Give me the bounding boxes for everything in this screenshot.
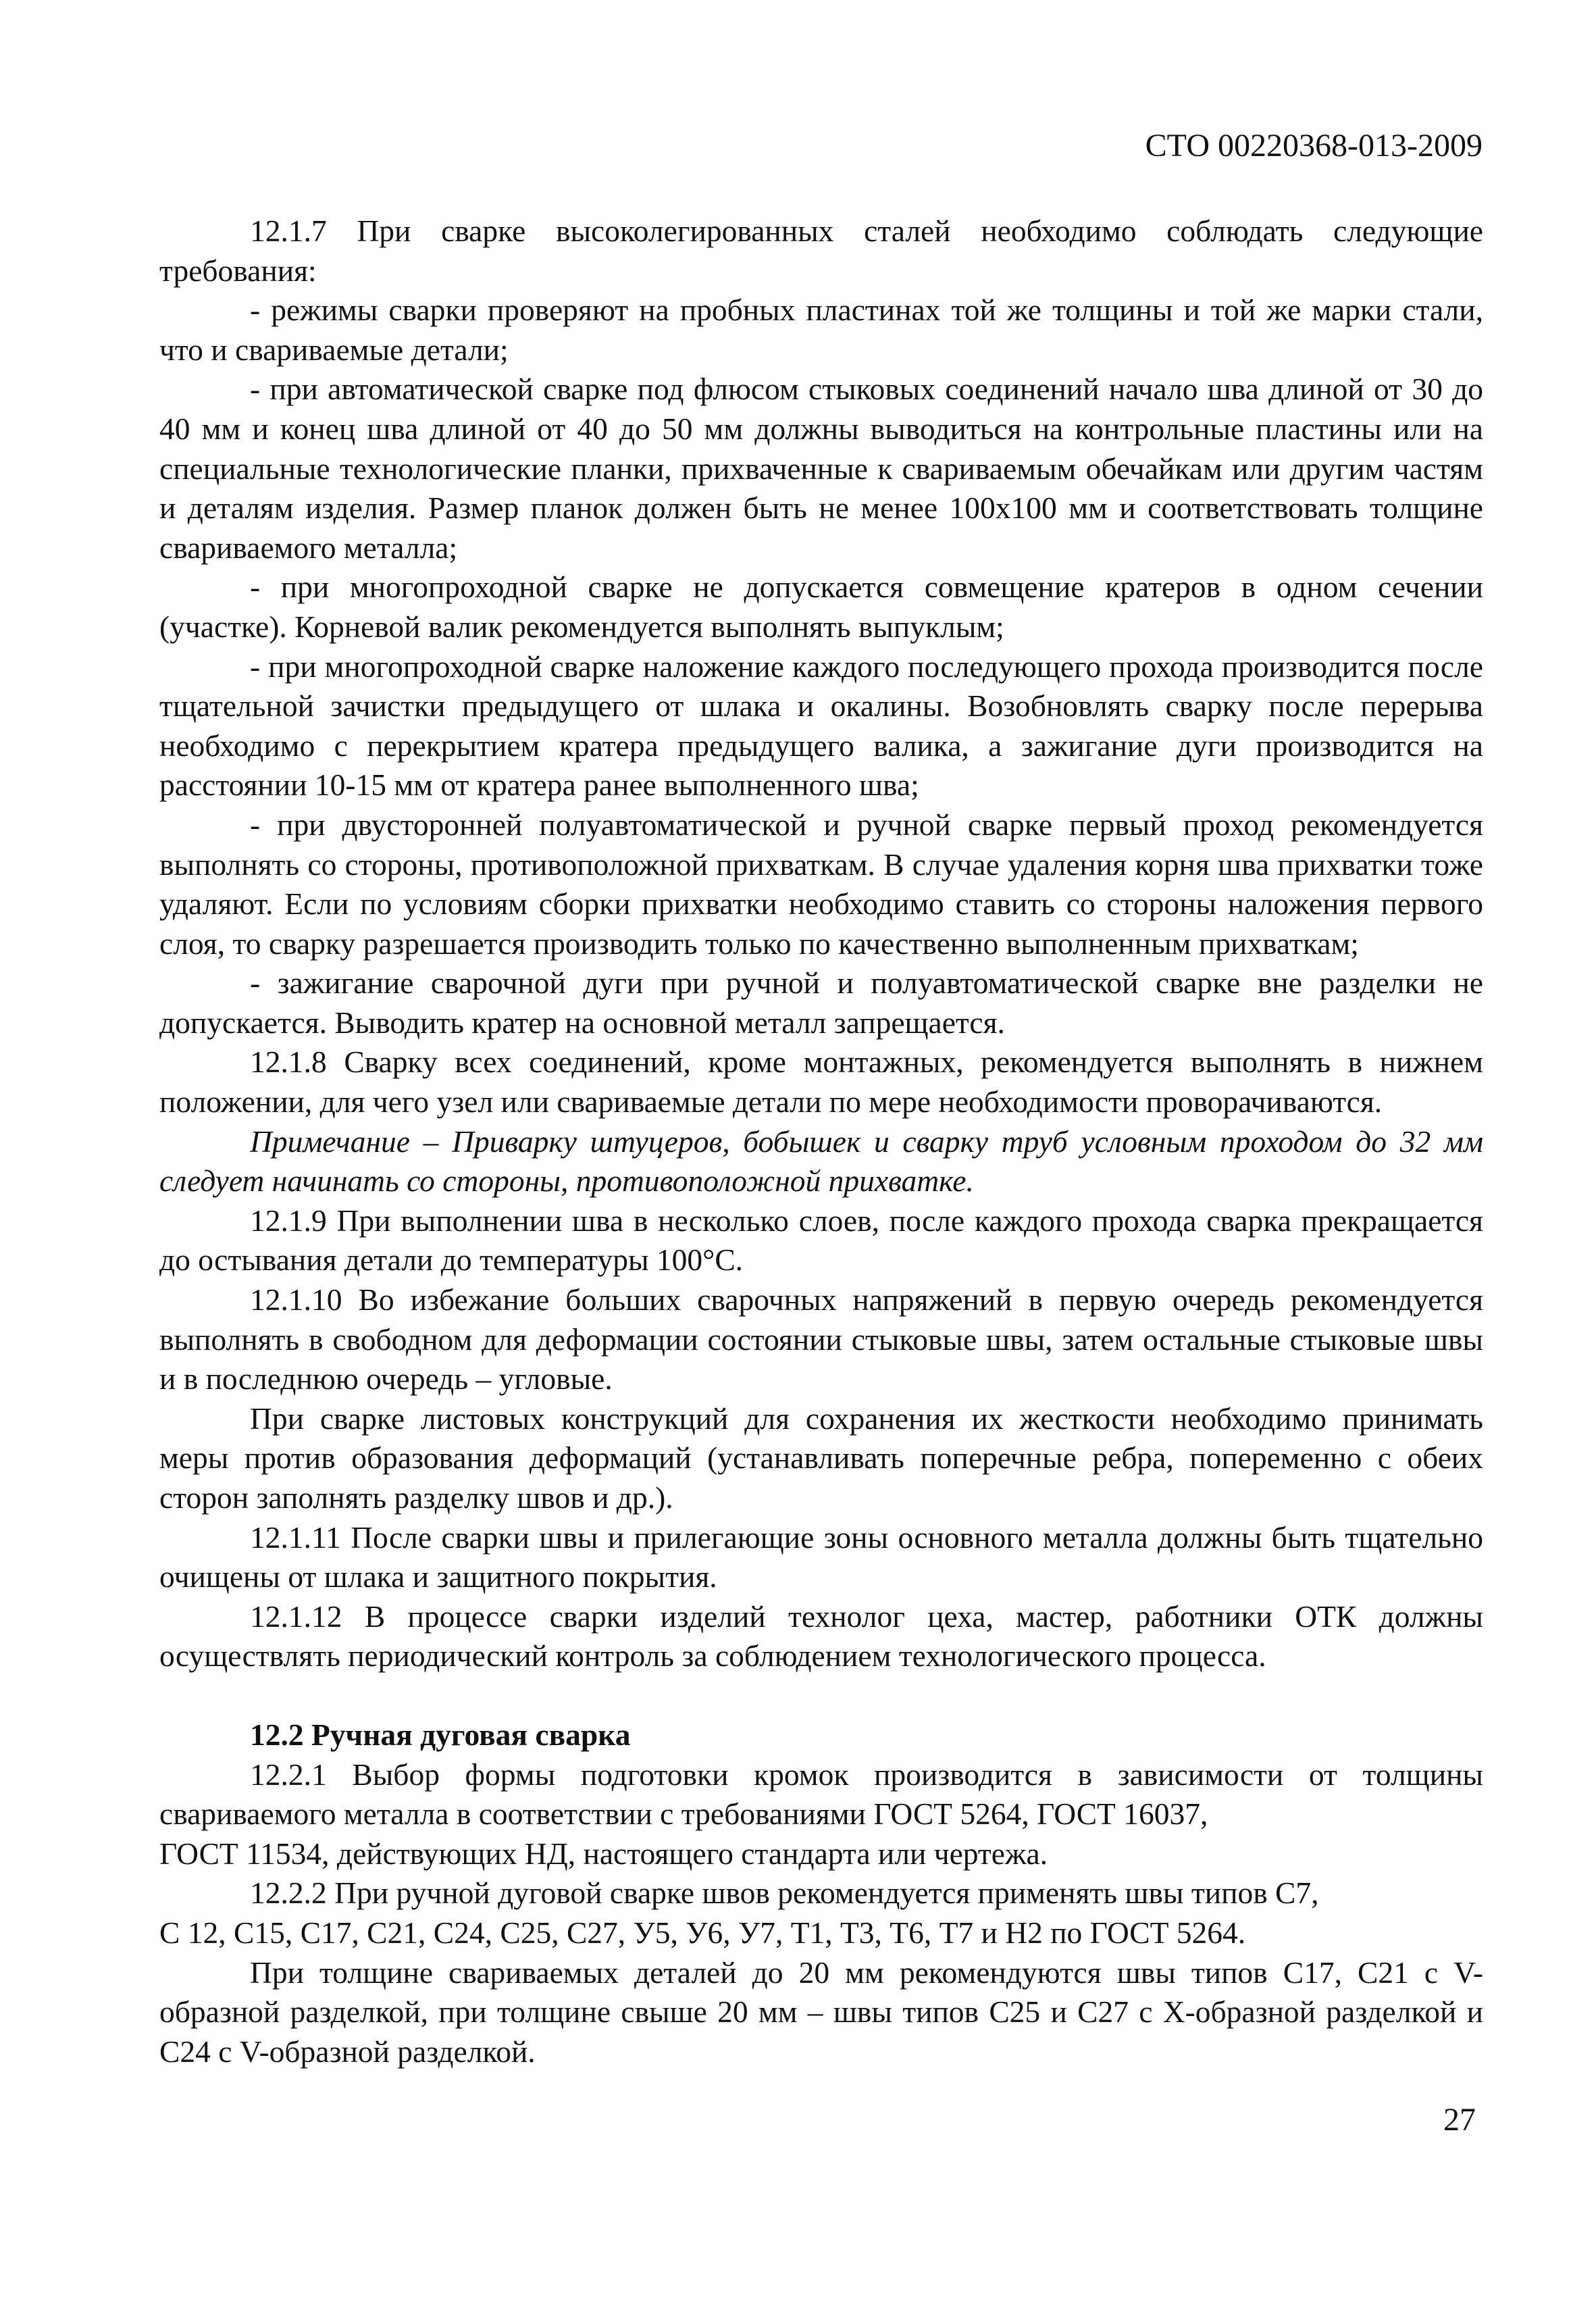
paragraph-12-1-7: 12.1.7 При сварке высоколегированных сталей необходимо соблюдать следующие требования:	[159, 213, 1483, 288]
document-header: СТО 00220368-013-2009	[1145, 128, 1483, 164]
paragraph-12-1-9: 12.1.9 При выполнении шва в несколько слоев, после каждого прохода сварка прекращается до остывания детали до температуры 100°С.	[159, 1203, 1483, 1278]
note: Примечание – Приварку штуцеров, бобышек и сварку труб условным проходом до 32 мм следует начинать со стороны, противоположной прихватке.	[159, 1124, 1483, 1199]
list-item-automatic-welding: - при автоматической сварке под флюсом стыковых соединений начало шва длиной от 30 до 40 мм и конец шва длиной от 40 до 50 мм должны выводиться на контрольные пластины или на специальные технологические планки, прихваченные к свариваемым обечайкам или другим частям и деталям изделия. Размер планок должен быть не менее 100х100 мм и соответствовать толщине свариваемого металла;	[159, 372, 1483, 565]
list-item-arc-ignition: - зажигание сварочной дуги при ручной и полуавтоматической сварке вне разделки не допускается. Выводить кратер на основной металл запрещается.	[159, 965, 1483, 1040]
section-heading-12-2: 12.2 Ручная дуговая сварка	[250, 1717, 631, 1752]
paragraph-12-2-1-continued: ГОСТ 11534, действующих НД, настоящего стандарта или чертежа.	[159, 1836, 1048, 1871]
list-item-double-sided-welding: - при двусторонней полуавтоматической и ручной сварке первый проход рекомендуется выполнять со стороны, противоположной прихваткам. В случае удаления корня шва прихватки тоже удаляют. Если по условиям сборки прихватки необходимо ставить со стороны наложения первого слоя, то сварку разрешается производить только по качественно выполненным прихваткам;	[159, 807, 1483, 961]
paragraph-12-2-2: 12.2.2 При ручной дуговой сварке швов рекомендуется применять швы типов С7,	[250, 1876, 1319, 1911]
list-item-multipass-cleaning: - при многопроходной сварке наложение каждого последующего прохода производится после тщательной зачистки предыдущего от шлака и окалины. Возобновлять сварку после перерыва необходимо с перекрытием кратера предыдущего валика, а зажигание дуги производится на расстоянии 10-15 мм от кратера ранее выполненного шва;	[159, 649, 1483, 803]
list-item-welding-modes: - режимы сварки проверяют на пробных пластинах той же толщины и той же марки стали, что и свариваемые детали;	[159, 293, 1483, 367]
paragraph-12-2-2-continued: С 12, С15, С17, С21, С24, С25, С27, У5, У6, У7, Т1, Т3, Т6, Т7 и Н2 по ГОСТ 5264.	[159, 1915, 1246, 1950]
page-number: 27	[1443, 2102, 1476, 2138]
paragraph-thickness-rules: При толщине свариваемых деталей до 20 мм рекомендуются швы типов С17, С21 с V-образной разделкой, при толщине свыше 20 мм – швы типов С25 и С27 с Х-образной разделкой и С24 с V-образной разделкой.	[159, 1955, 1483, 2069]
paragraph-12-2-1: 12.2.1 Выбор формы подготовки кромок производится в зависимости от толщины свариваемого металла в соответствии с требованиями ГОСТ 5264, ГОСТ 16037,	[159, 1757, 1483, 1832]
paragraph-12-1-8: 12.1.8 Сварку всех соединений, кроме монтажных, рекомендуется выполнять в нижнем положении, для чего узел или свариваемые детали по мере необходимости проворачиваются.	[159, 1045, 1483, 1120]
paragraph-12-1-11: 12.1.11 После сварки швы и прилегающие зоны основного металла должны быть тщательно очищены от шлака и защитного покрытия.	[159, 1519, 1483, 1594]
paragraph-12-1-10: 12.1.10 Во избежание больших сварочных напряжений в первую очередь рекомендуется выполнять в свободном для деформации состоянии стыковые швы, затем остальные стыковые швы и в последнюю очередь – угловые.	[159, 1282, 1483, 1397]
paragraph-12-1-12: 12.1.12 В процессе сварки изделий технолог цеха, мастер, работники ОТК должны осуществлять периодический контроль за соблюдением технологического процесса.	[159, 1599, 1483, 1674]
paragraph-sheet-structures: При сварке листовых конструкций для сохранения их жесткости необходимо принимать меры против образования деформаций (устанавливать поперечные ребра, попеременно с обеих сторон заполнять разделку швов и др.).	[159, 1401, 1483, 1515]
list-item-multipass-craters: - при многопроходной сварке не допускается совмещение кратеров в одном сечении (участке). Корневой валик рекомендуется выполнять выпуклым;	[159, 570, 1483, 644]
document-body	[159, 211, 1483, 2071]
